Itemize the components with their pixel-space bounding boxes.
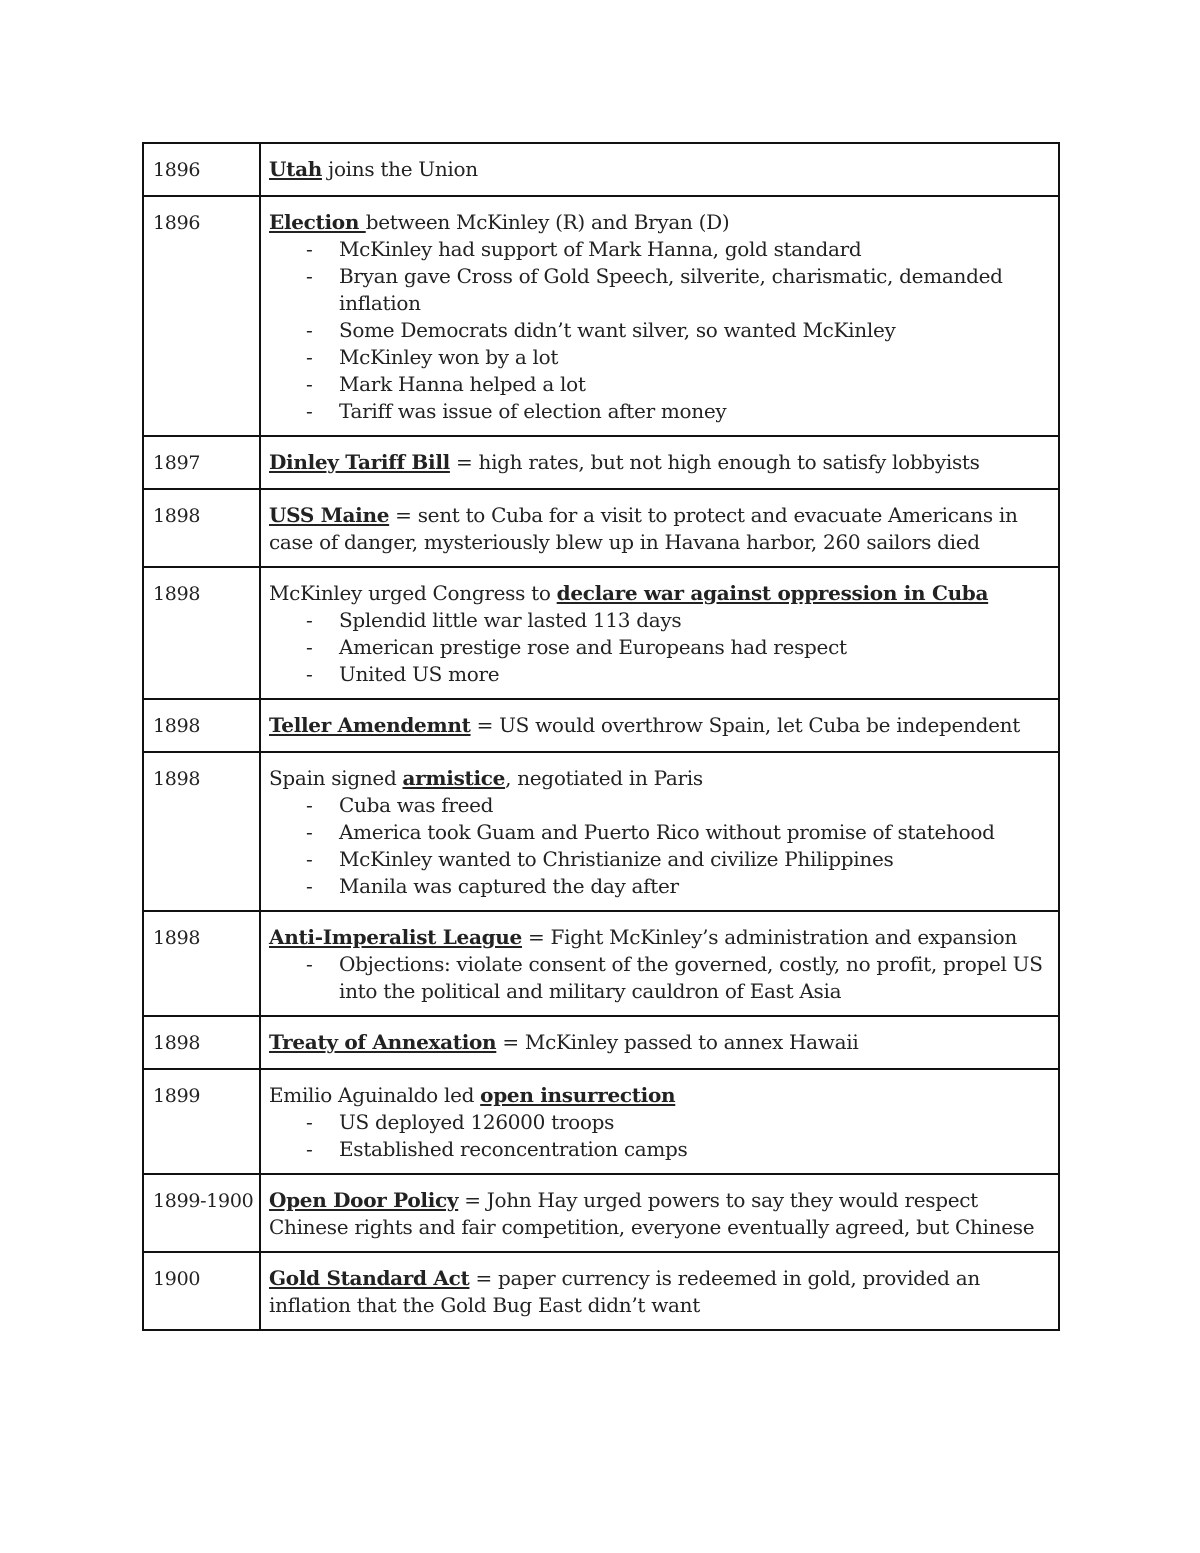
event-prefix: Spain signed <box>269 766 403 790</box>
key-term: Anti-Imperalist League <box>269 925 522 949</box>
bullet-item: - America took Guam and Puerto Rico without promise of statehood <box>306 820 995 844</box>
event-line <box>269 209 1044 236</box>
bullet-list <box>269 607 1044 688</box>
event-cell <box>260 143 1059 196</box>
event-text: , negotiated in Paris <box>505 766 703 790</box>
event-cell <box>260 196 1059 436</box>
bullet-item: - Objections: violate consent of the governed, costly, no profit, propel US into the political and military cauldron of East Asia <box>306 952 1043 1003</box>
bullet-item: - Mark Hanna helped a lot <box>306 372 586 396</box>
event-line <box>269 449 1044 476</box>
event-cell <box>260 911 1059 1016</box>
bullet-item: - Manila was captured the day after <box>306 874 679 898</box>
key-term: Election <box>269 210 366 234</box>
event-text: = paper currency is redeemed in gold, provided an inflation that the Gold Bug East didn’t want <box>269 1266 980 1317</box>
event-line <box>269 1265 1044 1319</box>
bullet-item: - Tariff was issue of election after money <box>306 399 727 423</box>
event-line <box>269 1029 1044 1056</box>
key-term: Open Door Policy <box>269 1188 459 1212</box>
event-cell <box>260 567 1059 699</box>
bullet-item: - Established reconcentration camps <box>306 1137 688 1161</box>
table-row <box>143 1252 1059 1330</box>
event-cell <box>260 489 1059 567</box>
table-row <box>143 752 1059 911</box>
year-cell: 1898 <box>143 911 260 1016</box>
key-term: Treaty of Annexation <box>269 1030 497 1054</box>
key-term: Utah <box>269 157 322 181</box>
event-line <box>269 712 1044 739</box>
event-cell <box>260 1252 1059 1330</box>
year-cell: 1898 <box>143 699 260 752</box>
table-row <box>143 911 1059 1016</box>
bullet-item: - Cuba was freed <box>306 793 494 817</box>
year-cell: 1896 <box>143 196 260 436</box>
year-cell: 1898 <box>143 752 260 911</box>
key-term: USS Maine <box>269 503 390 527</box>
table-row <box>143 196 1059 436</box>
year-cell: 1899-1900 <box>143 1174 260 1252</box>
event-text: between McKinley (R) and Bryan (D) <box>365 210 730 234</box>
table-row <box>143 143 1059 196</box>
bullet-item: - US deployed 126000 troops <box>306 1110 615 1134</box>
key-term: armistice <box>402 766 506 790</box>
year-cell: 1898 <box>143 567 260 699</box>
bullet-list <box>269 236 1044 425</box>
table-row <box>143 489 1059 567</box>
event-cell <box>260 436 1059 489</box>
table-row <box>143 567 1059 699</box>
key-term: open insurrection <box>480 1083 676 1107</box>
key-term: Dinley Tariff Bill <box>269 450 450 474</box>
event-line <box>269 502 1044 556</box>
year-cell: 1900 <box>143 1252 260 1330</box>
year-cell: 1899 <box>143 1069 260 1174</box>
table-row <box>143 699 1059 752</box>
bullet-item: - Splendid little war lasted 113 days <box>306 608 682 632</box>
key-term: Teller Amendemnt <box>269 713 471 737</box>
bullet-item: - United US more <box>306 662 500 686</box>
timeline-table <box>142 142 1060 1331</box>
table-row <box>143 1016 1059 1069</box>
key-term: Gold Standard Act <box>269 1266 470 1290</box>
table-row <box>143 1069 1059 1174</box>
year-cell: 1898 <box>143 489 260 567</box>
event-line <box>269 1082 1044 1109</box>
event-text: = sent to Cuba for a visit to protect and evacuate Americans in case of danger, mysteriously blew up in Havana harbor, 260 sailors died <box>269 503 1018 554</box>
event-text: = John Hay urged powers to say they would respect Chinese rights and fair competition, everyone eventually agreed, but Chinese <box>269 1188 1035 1239</box>
event-prefix: McKinley urged Congress to <box>269 581 557 605</box>
event-line <box>269 765 1044 792</box>
event-text: = McKinley passed to annex Hawaii <box>496 1030 859 1054</box>
year-cell: 1897 <box>143 436 260 489</box>
bullet-item: - McKinley had support of Mark Hanna, gold standard <box>306 237 862 261</box>
event-text: = Fight McKinley’s administration and expansion <box>521 925 1017 949</box>
bullet-list <box>269 951 1044 1005</box>
event-line <box>269 1187 1044 1241</box>
key-term: declare war against oppression in Cuba <box>556 581 989 605</box>
year-cell: 1896 <box>143 143 260 196</box>
bullet-item: - American prestige rose and Europeans had respect <box>306 635 847 659</box>
event-text: = US would overthrow Spain, let Cuba be independent <box>470 713 1020 737</box>
event-line <box>269 580 1044 607</box>
event-line <box>269 156 1044 183</box>
year-cell: 1898 <box>143 1016 260 1069</box>
event-cell <box>260 699 1059 752</box>
event-cell <box>260 1069 1059 1174</box>
bullet-item: - McKinley wanted to Christianize and civilize Philippines <box>306 847 894 871</box>
bullet-item: - Bryan gave Cross of Gold Speech, silverite, charismatic, demanded inflation <box>306 264 1003 315</box>
bullet-item: - Some Democrats didn’t want silver, so wanted McKinley <box>306 318 896 342</box>
event-text: joins the Union <box>321 157 478 181</box>
event-line <box>269 924 1044 951</box>
table-row <box>143 1174 1059 1252</box>
bullet-list <box>269 1109 1044 1163</box>
bullet-item: - McKinley won by a lot <box>306 345 559 369</box>
event-text: = high rates, but not high enough to satisfy lobbyists <box>449 450 980 474</box>
table-row <box>143 436 1059 489</box>
event-cell <box>260 1174 1059 1252</box>
event-cell <box>260 752 1059 911</box>
bullet-list <box>269 792 1044 900</box>
event-prefix: Emilio Aguinaldo led <box>269 1083 481 1107</box>
event-cell <box>260 1016 1059 1069</box>
